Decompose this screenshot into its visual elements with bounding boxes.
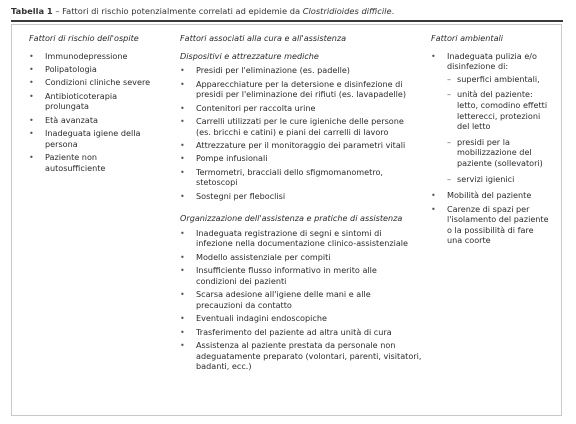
list-item: • Trasferimento del paziente ad altra unità di cura [180,327,412,338]
list-item: • Inadeguata registrazione di segni e sintomi di infezione nella documentazione clinico-assistenziale [180,228,412,249]
sub-list-item: – servizi igienici [447,174,551,185]
list-item: • Pompe infusionali [180,153,412,164]
table-caption [11,6,394,16]
list-item: • Contenitori per raccolta urine [180,103,412,114]
list-item: • Inadeguata igiene della persona [29,128,145,149]
table-number: Tabella 1 [11,6,53,16]
devices-list [180,65,412,201]
list-item: • Carrelli utilizzati per le cure igieniche delle persone (es. bricchi e catini) e piani dei carrelli di lavoro [180,116,412,137]
cleaning-label: Inadeguata pulizia e/o disinfezione di: [447,50,537,72]
list-item: • Mobilità del paziente [431,190,551,201]
list-item: • Eventuali indagini endoscopiche [180,313,412,324]
list-item: • Presidi per l'eliminazione (es. padelle) [180,65,412,76]
list-item [431,51,551,185]
column-care-factors [180,33,422,375]
caption-separator: – [52,6,63,16]
list-item: • Età avanzata [29,115,163,126]
list-item: • Termometri, bracciali dello sfigmomanometro, stetoscopi [180,167,386,188]
list-item: • Insufficiente flusso informativo in merito alle condizioni dei pazienti [180,265,401,286]
column-title-environment: Fattori ambientali [431,33,504,43]
list-item: • Apparecchiature per la detersione e disinfezione di presidi per l'eliminazione dei rifiuti (es. lavapadelle) [180,79,412,100]
caption-text: Fattori di rischio potenzialmente correlati ad epidemie da [62,6,303,16]
column-title-care: Fattori associati alla cura e all'assistenza [180,33,347,43]
list-item: • Paziente non autosufficiente [29,152,157,173]
list-item: • Antibioticoterapia prolungata [29,91,143,112]
cleaning-sublist [447,74,551,184]
column-host-factors [29,33,163,176]
organization-list [180,227,422,372]
list-item: • Sostegni per fleboclisi [180,191,412,202]
caption-end: . [391,6,395,16]
list-item: • Immunodepressione [29,51,163,62]
sub-list-item: – presidi per la mobilizzazione del paziente (sollevatori) [447,137,551,169]
column-environment-factors [431,33,551,249]
sub-list-item: – unità del paziente: letto, comodino effetti letterecci, protezioni del letto [447,89,551,131]
list-item: • Modello assistenziale per compiti [180,252,412,263]
list-item: • Assistenza al paziente prestata da personale non adeguatamente preparato (volontari, parenti, visitatori, badanti, ecc.) [180,340,424,372]
caption-organism: Clostridioides difficile [302,6,392,16]
sub-list-item: – superfici ambientali, [447,74,551,85]
subtitle-devices: Dispositivi e attrezzature mediche [180,50,319,61]
list-item: • Attrezzature per il monitoraggio dei parametri vitali [180,140,412,151]
environment-list [431,51,551,246]
list-item: • Scarsa adesione all'igiene delle mani e alle precauzioni da contatto [180,289,396,310]
host-factor-list [29,51,163,174]
subtitle-organization: Organizzazione dell'assistenza e pratiche di assistenza [180,213,403,224]
column-title-host: Fattori di rischio dell'ospite [29,33,139,43]
top-rule [11,20,563,22]
list-item: • Condizioni cliniche severe [29,77,153,88]
list-item: • Carenze di spazi per l'isolamento del paziente o la possibilità di fare una coorte [431,204,551,246]
list-item: • Polipatologia [29,64,163,75]
